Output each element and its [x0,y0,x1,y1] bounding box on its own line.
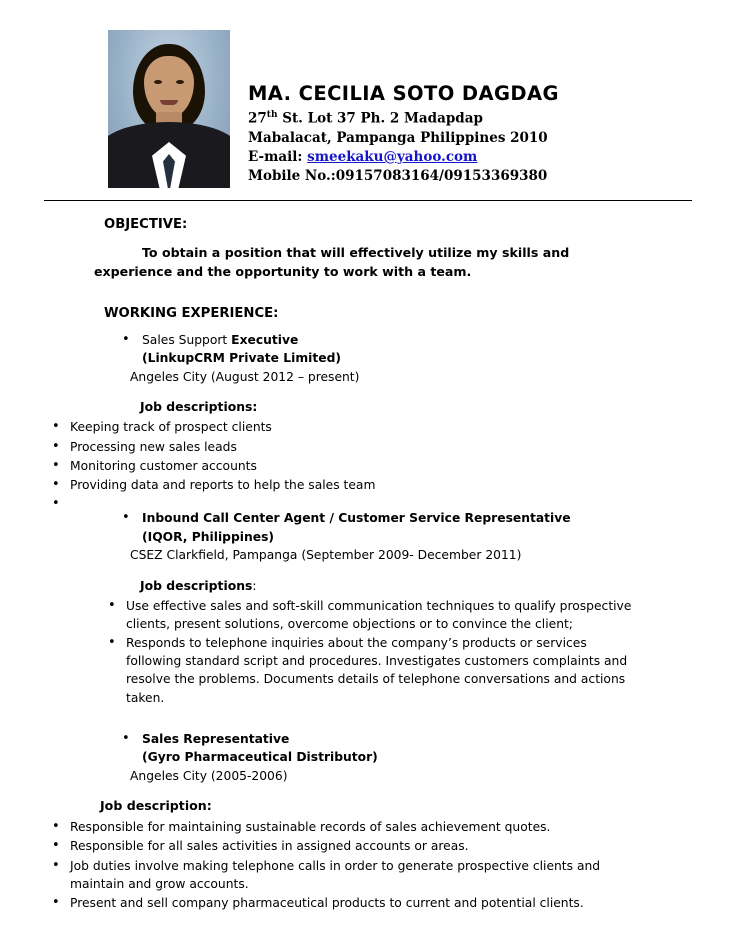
job-descriptions-label: Job descriptions: [140,399,258,415]
list-item: • Keeping track of prospect clients [44,418,692,436]
job-descriptions-label [140,578,692,593]
job-company: (IQOR, Philippines) [142,529,275,544]
job-descriptions-label: Job description: [100,798,212,814]
job-descriptions-label-suffix: : [252,577,257,593]
email-line [248,148,688,167]
job-company: (LinkupCRM Private Limited) [142,351,341,366]
job-role-plain: Sales Support [142,332,232,347]
list-item: • Present and sell company pharmaceutical products to current and potential clients. [44,894,604,912]
list-item: • Job duties involve making telephone calls in order to generate prospective clients and maintain and grow accounts. [44,857,604,893]
list-item: • Use effective sales and soft-skill communication techniques to qualify prospective clients, present solutions, overcome objections or to convince the client; [100,597,640,633]
mobile-line: Mobile No.:09157083164/09153369380 [248,167,548,184]
address-street-rest: St. Lot 37 Ph. 2 Madapdap [277,110,483,127]
address-street-number: 27 [248,110,267,127]
job-company: (Gyro Pharmaceutical Distributor) [142,750,378,765]
job-description-list [44,818,604,912]
job-description-list [44,418,692,494]
section-title-working-experience: WORKING EXPERIENCE: [104,305,279,321]
objective-text [94,244,594,282]
job-descriptions-label-text: Job descriptions [140,577,253,593]
job-role-bold: Executive [231,332,299,347]
objective-text-value: To obtain a position that will effectively utilize my skills and experience and the opportunity to work with a team. [94,245,570,279]
header-text-block [248,30,688,186]
photo-eye-left [154,80,162,84]
list-item: • Processing new sales leads [44,438,692,456]
job-location: CSEZ Clarkfield, Pampanga (September 2009- December 2011) [130,547,522,562]
email-label: E-mail: [248,148,308,165]
list-item: • Responds to telephone inquiries about the company’s products or services following standard script and procedures. Investigates customers complaints and resolve the problems. Documents details of telephone conversations and actions taken. [100,634,640,707]
address-line-2: Mabalacat, Pampanga Philippines 2010 [248,129,548,146]
address-line-1 [248,109,688,129]
job-role-bold: Sales Representative [142,731,290,746]
job-location: Angeles City (2005-2006) [130,768,288,783]
job-title [116,509,692,527]
portrait-photo [108,30,230,188]
job-entry [116,509,692,566]
list-item: • Responsible for maintaining sustainable records of sales achievement quotes. [44,818,604,836]
section-title-objective: OBJECTIVE: [104,217,188,232]
page-title: MA. CECILIA SOTO DAGDAG [248,82,559,105]
job-location: Angeles City (August 2012 – present) [130,369,360,384]
job-entry [116,331,692,388]
list-item: • Monitoring customer accounts [44,457,692,475]
email-link[interactable]: smeekaku@yahoo.com [307,148,478,165]
resume-header [0,0,736,190]
job-title [116,331,692,349]
address-street-ordinal: th [266,110,278,120]
list-item: • Providing data and reports to help the sales team [44,476,692,494]
job-role-bold: Inbound Call Center Agent / Customer Service Representative [142,511,571,526]
job-description-list [100,597,640,707]
list-item: • Responsible for all sales activities in assigned accounts or areas. [44,837,604,855]
photo-mouth [160,100,178,105]
photo-eye-right [176,80,184,84]
job-title [116,730,692,748]
resume-body [0,201,736,912]
job-entry [116,730,692,787]
